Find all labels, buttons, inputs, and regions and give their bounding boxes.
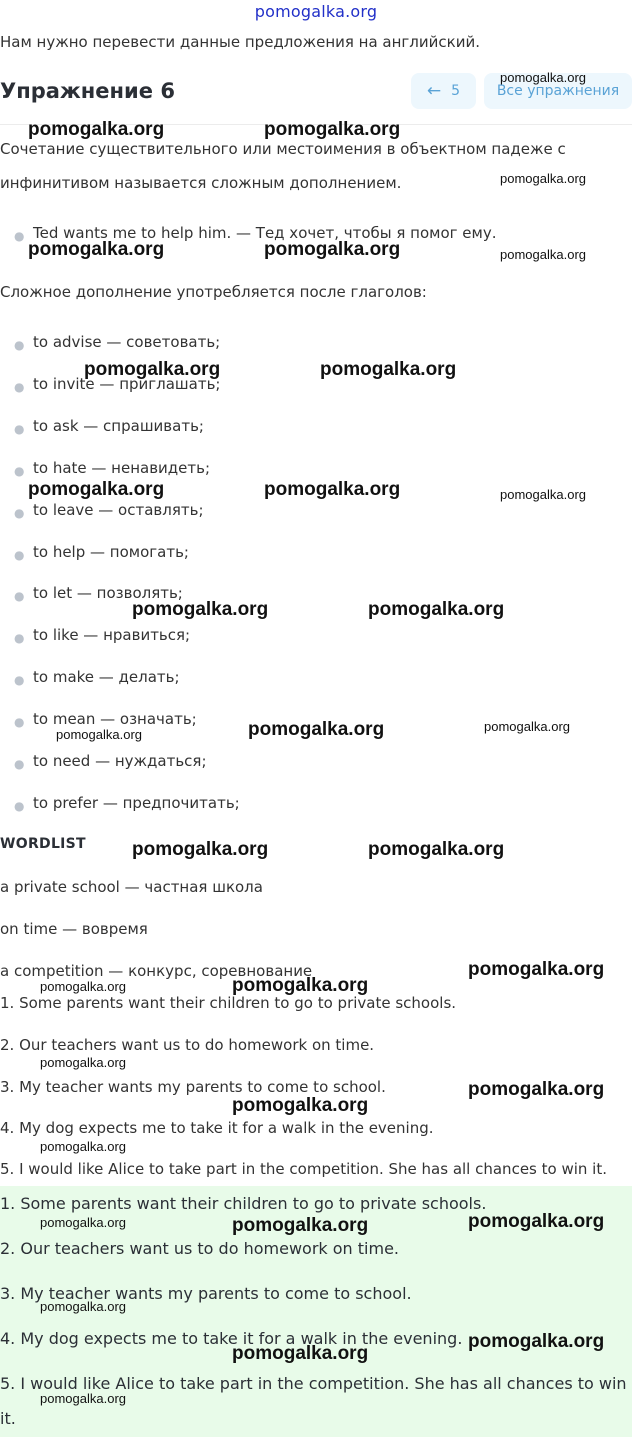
exercise-title: Упражнение 6	[0, 79, 175, 103]
bullet-icon: ●	[14, 380, 25, 394]
watermark-text: pomogalka.org	[320, 359, 457, 380]
task-sentence-3: 3. My teacher wants my parents to come to school.	[0, 1078, 386, 1096]
wordlist-item: on time — вовремя	[0, 920, 148, 938]
verb-list-item: to prefer — предпочитать;	[33, 794, 240, 812]
arrow-left-icon: ←	[426, 80, 442, 101]
bullet-icon: ●	[14, 715, 25, 729]
bullet-icon: ●	[14, 229, 25, 243]
watermark-text: pomogalka.org	[132, 599, 269, 620]
watermark-text: pomogalka.org	[468, 1079, 605, 1100]
watermark-text: pomogalka.org	[468, 959, 605, 980]
wordlist-item: a competition — конкурс, соревнование	[0, 962, 313, 980]
verb-list-item: to let — позволять;	[33, 584, 183, 602]
wordlist-heading: WORDLIST	[0, 836, 86, 852]
bullet-icon: ●	[14, 631, 25, 645]
verb-list-item: to mean — означать;	[33, 710, 197, 728]
task-sentence-2: 2. Our teachers want us to do homework on time.	[0, 1036, 375, 1054]
bullet-icon: ●	[14, 464, 25, 478]
watermark-text: pomogalka.org	[368, 599, 505, 620]
watermark-text: pomogalka.org	[264, 479, 401, 500]
watermark-text: pomogalka.org	[264, 119, 401, 140]
watermark-text: pomogalka.org	[468, 1211, 605, 1232]
watermark-text: pomogalka.org	[500, 247, 586, 262]
verb-list-item: to need — нуждаться;	[33, 752, 207, 770]
all-exercises-label: Все упражнения	[496, 83, 620, 99]
watermark-text: pomogalka.org	[40, 1391, 126, 1406]
bullet-icon: ●	[14, 757, 25, 771]
watermark-text: pomogalka.org	[232, 1095, 369, 1116]
verb-list-item: to leave — оставлять;	[33, 501, 204, 519]
verbs-intro: Сложное дополнение употребляется после глаголов:	[0, 283, 427, 301]
verb-list-item: to make — делать;	[33, 668, 180, 686]
watermark-text: pomogalka.org	[484, 719, 570, 734]
watermark-text: pomogalka.org	[500, 70, 586, 85]
verb-list-item: to help — помогать;	[33, 543, 189, 561]
verb-list-item: to ask — спрашивать;	[33, 417, 204, 435]
prev-exercise-button[interactable]	[411, 73, 476, 109]
bullet-icon: ●	[14, 799, 25, 813]
bullet-icon: ●	[14, 548, 25, 562]
answer-line-2: 2. Our teachers want us to do homework on time.	[0, 1239, 399, 1258]
answer-line-4: 4. My dog expects me to take it for a walk in the evening.	[0, 1329, 463, 1348]
bullet-icon: ●	[14, 422, 25, 436]
watermark-text: pomogalka.org	[232, 1343, 369, 1364]
watermark-text: pomogalka.org	[264, 239, 401, 260]
answer-line-5: 5. I would like Alice to take part in the competition. She has all chances to win	[0, 1374, 627, 1393]
verb-list-item: to invite — приглашать;	[33, 375, 221, 393]
watermark-text: pomogalka.org	[40, 1055, 126, 1070]
answer-line-1: 1. Some parents want their children to go to private schools.	[0, 1194, 487, 1213]
watermark-text: pomogalka.org	[28, 239, 165, 260]
wordlist-item: a private school — частная школа	[0, 878, 263, 896]
bullet-icon: ●	[14, 673, 25, 687]
prev-exercise-label: 5	[451, 83, 461, 99]
watermark-text: pomogalka.org	[500, 487, 586, 502]
task-sentence-1: 1. Some parents want their children to go to private schools.	[0, 994, 457, 1012]
watermark-text: pomogalka.org	[28, 479, 165, 500]
watermark-text: pomogalka.org	[28, 119, 165, 140]
answer-line-6: it.	[0, 1409, 16, 1428]
watermark-text: pomogalka.org	[500, 171, 586, 186]
site-logo[interactable]: pomogalka.org	[254, 2, 378, 21]
theory-line-2: инфинитивом называется сложным дополнением.	[0, 174, 402, 192]
bullet-icon: ●	[14, 506, 25, 520]
watermark-text: pomogalka.org	[248, 719, 385, 740]
intro-text: Нам нужно перевести данные предложения на английский.	[0, 33, 480, 51]
watermark-text: pomogalka.org	[232, 975, 369, 996]
watermark-text: pomogalka.org	[468, 1331, 605, 1352]
watermark-text: pomogalka.org	[368, 839, 505, 860]
watermark-text: pomogalka.org	[56, 727, 142, 742]
verb-list-item: to like — нравиться;	[33, 626, 191, 644]
theory-line-1: Сочетание существительного или местоимения в объектном падеже с	[0, 140, 566, 158]
example-sentence: Ted wants me to help him. — Тед хочет, чтобы я помог ему.	[33, 224, 497, 242]
verb-list-item: to advise — советовать;	[33, 333, 221, 351]
watermark-text: pomogalka.org	[84, 359, 221, 380]
watermark-text: pomogalka.org	[132, 839, 269, 860]
verb-list-item: to hate — ненавидеть;	[33, 459, 211, 477]
watermark-text: pomogalka.org	[40, 1139, 126, 1154]
bullet-icon: ●	[14, 338, 25, 352]
watermark-text: pomogalka.org	[40, 1215, 126, 1230]
watermark-text: pomogalka.org	[232, 1215, 369, 1236]
task-sentence-5: 5. I would like Alice to take part in the competition. She has all chances to win it.	[0, 1160, 607, 1178]
task-sentence-4: 4. My dog expects me to take it for a walk in the evening.	[0, 1119, 434, 1137]
answer-line-3: 3. My teacher wants my parents to come to school.	[0, 1284, 412, 1303]
bullet-icon: ●	[14, 589, 25, 603]
watermark-text: pomogalka.org	[40, 1299, 126, 1314]
watermark-text: pomogalka.org	[40, 979, 126, 994]
